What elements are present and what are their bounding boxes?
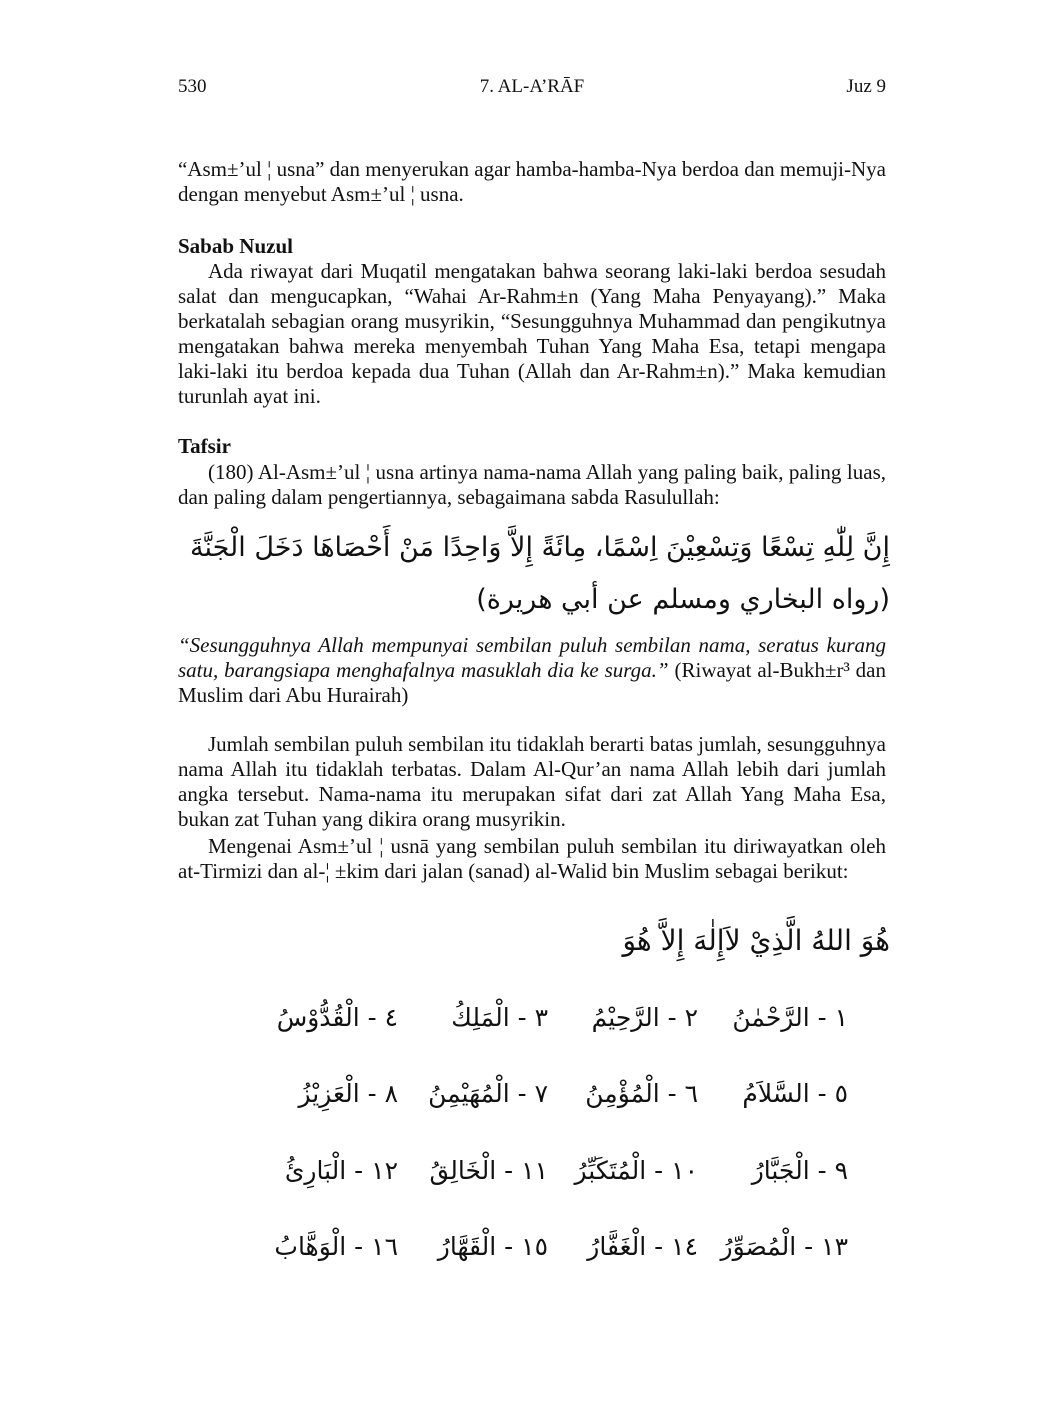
hadith-arabic: إِنَّ لِلّٰهِ تِسْعًا وَتِسْعِيْنَ اِسْمًا، مِائَةً إِلاَّ وَاحِدًا مَنْ أَحْصَاهَا دَخَلَ الْجَنَّةَ (رواه البخاري ومسلم عن أبي هريرة) — [189, 532, 890, 615]
name-item: ١٢ - الْبَارِئُ — [284, 1156, 398, 1185]
page-number: 530 — [178, 76, 207, 97]
juz-label: Juz 9 — [846, 76, 886, 97]
name-item: ٥ - السَّلاَمُ — [742, 1079, 848, 1108]
name-item: ٧ - الْمُهَيْمِنُ — [428, 1079, 548, 1108]
name-item: ١٤ - الْغَفَّارُ — [587, 1232, 698, 1261]
name-item: ١٣ - الْمُصَوِّرُ — [720, 1232, 848, 1261]
name-item: ٩ - الْجَبَّارُ — [751, 1156, 848, 1185]
name-item: ١٠ - الْمُتَكَبِّرُ — [574, 1156, 698, 1185]
name-item: ٣ - الْمَلِكُ — [451, 1003, 548, 1032]
translation-italic: “Sesungguhnya Allah mempunyai sembilan puluh sembilan nama, seratus kurang satu, barangsiapa menghafalnya masuklah dia ke surga.” — [178, 633, 886, 682]
name-item: ٦ - الْمُؤْمِنُ — [585, 1079, 698, 1108]
names-row — [248, 1219, 848, 1279]
opening-arabic: هُوَ اللهُ الَّذِيْ لاَإِلٰهَ إِلاَّ هُوَ — [622, 924, 890, 957]
name-item: ١٦ - الْوَهَّابُ — [274, 1232, 398, 1261]
name-item: ٤ - الْقُدُّوْسُ — [276, 1003, 398, 1032]
intro-paragraph: “Asm±’ul ¦ usna” dan menyerukan agar hamba-hamba-Nya berdoa dan memuji-Nya dengan menyebut Asm±’ul ¦ usna. — [178, 157, 886, 206]
jumlah-paragraph: Jumlah sembilan puluh sembilan itu tidaklah berarti batas jumlah, sesungguhnya nama Allah itu tidaklah terbatas. Dalam Al-Qur’an nama Allah lebih dari jumlah angka tersebut. Nama-nama itu merupakan sifat dari zat Allah Yang Maha Esa, bukan zat Tuhan yang dikira orang musyrikin. — [178, 732, 886, 831]
hadith-translation — [178, 633, 886, 708]
names-row — [248, 1066, 848, 1126]
name-item: ٢ - الرَّحِيْمُ — [591, 1003, 698, 1032]
sabab-nuzul-heading: Sabab Nuzul — [178, 234, 293, 258]
names-row — [248, 990, 848, 1050]
page-header — [178, 76, 886, 102]
surah-title: 7. AL-A’RĀF — [479, 76, 585, 97]
names-row — [248, 1143, 848, 1203]
name-item: ١١ - الْخَالِقُ — [429, 1156, 548, 1185]
tafsir-heading: Tafsir — [178, 434, 231, 458]
name-item: ١٥ - الْقَهَّارُ — [437, 1232, 548, 1261]
name-item: ٨ - الْعَزِيْزُ — [298, 1079, 398, 1108]
name-item: ١ - الرَّحْمٰنُ — [732, 1003, 848, 1032]
translation-source: (Riwayat al-Bukh±r³ dan Muslim dari Abu Hurairah) — [178, 658, 886, 707]
tafsir-paragraph: (180) Al-Asm±’ul ¦ usna artinya nama-nama Allah yang paling baik, paling luas, dan paling dalam pengertiannya, sebagaimana sabda Rasulullah: — [178, 460, 886, 509]
sabab-nuzul-paragraph: Ada riwayat dari Muqatil mengatakan bahwa seorang laki-laki berdoa sesudah salat dan mengucapkan, “Wahai Ar-Rahm±n (Yang Maha Penyayang).” Maka berkatalah sebagian orang musyrikin, “Sesungguhnya Muhammad dan pengikutnya mengatakan bahwa mereka menyembah Tuhan Yang Maha Esa, tetapi mengapa laki-laki itu berdoa kepada dua Tuhan (Allah dan Ar-Rahm±n).” Maka kemudian turunlah ayat ini. — [178, 259, 886, 408]
mengenai-paragraph: Mengenai Asm±’ul ¦ usnā yang sembilan puluh sembilan itu diriwayatkan oleh at-Tirmizi dan al-¦ ±kim dari jalan (sanad) al-Walid bin Muslim sebagai berikut: — [178, 834, 886, 883]
